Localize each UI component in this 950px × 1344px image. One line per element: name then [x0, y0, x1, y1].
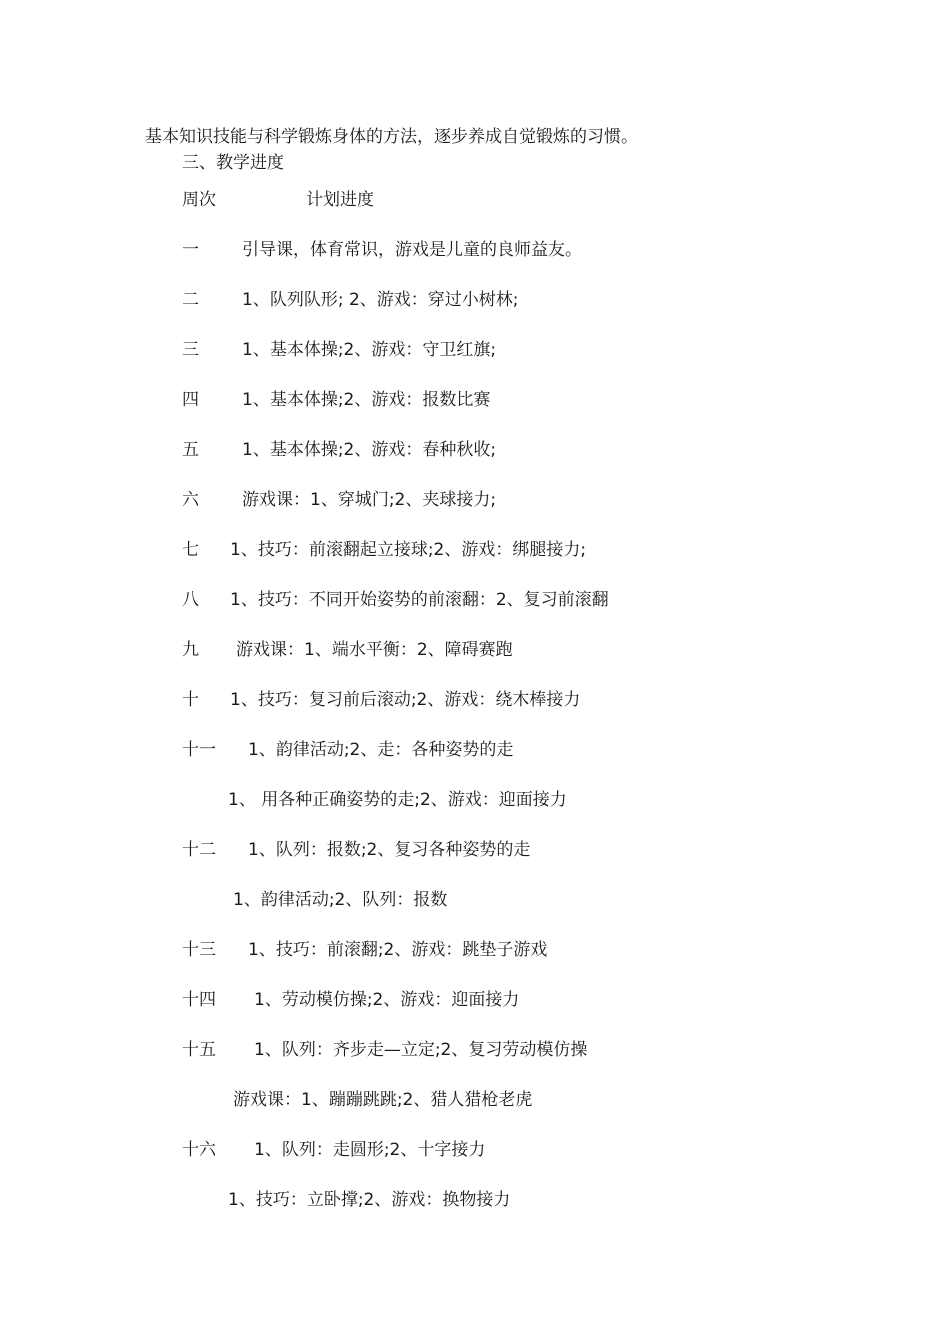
row-week: 五: [182, 440, 199, 460]
row-plan: 1、队列：齐步走—立定;2、复习劳动模仿操: [254, 1040, 588, 1060]
row-plan: 游戏课：1、端水平衡：2、障碍赛跑: [236, 640, 513, 660]
row-week: 十二: [182, 840, 216, 860]
row-week: 二: [182, 290, 199, 310]
row-plan: 1、韵律活动;2、队列：报数: [233, 890, 448, 910]
row-week: 十六: [182, 1140, 216, 1160]
row-plan: 1、队列：报数;2、复习各种姿势的走: [248, 840, 531, 860]
row-week: 十三: [182, 940, 216, 960]
row-plan: 1、技巧：前滚翻;2、游戏：跳垫子游戏: [248, 940, 548, 960]
row-plan: 引导课，体育常识，游戏是儿童的良师益友。: [242, 240, 582, 260]
row-plan: 1、基本体操;2、游戏：春种秋收;: [242, 440, 497, 460]
row-week: 六: [182, 490, 199, 510]
row-plan: 1、韵律活动;2、走：各种姿势的走: [248, 740, 514, 760]
row-week: 四: [182, 390, 199, 410]
row-plan: 1、队列队形; 2、游戏：穿过小树林;: [242, 290, 519, 310]
row-week: 三: [182, 340, 199, 360]
row-plan: 1、技巧：立卧撑;2、游戏：换物接力: [228, 1190, 511, 1210]
row-plan: 1、技巧：复习前后滚动;2、游戏：绕木棒接力: [230, 690, 581, 710]
section-heading: 三、教学进度: [182, 153, 284, 173]
row-plan: 游戏课：1、蹦蹦跳跳;2、猎人猎枪老虎: [233, 1090, 533, 1110]
row-week: 十五: [182, 1040, 216, 1060]
row-plan: 1、队列：走圆形;2、十字接力: [254, 1140, 486, 1160]
row-plan: 1、劳动模仿操;2、游戏：迎面接力: [254, 990, 520, 1010]
row-plan: 1、基本体操;2、游戏：报数比赛: [242, 390, 491, 410]
header-week-column: 周次: [182, 190, 216, 210]
row-plan: 1、技巧：不同开始姿势的前滚翻：2、复习前滚翻: [230, 590, 609, 610]
row-week: 一: [182, 240, 199, 260]
row-week: 十四: [182, 990, 216, 1010]
intro-text: 基本知识技能与科学锻炼身体的方法，逐步养成自觉锻炼的习惯。: [145, 127, 638, 147]
row-plan: 游戏课：1、穿城门;2、夹球接力;: [242, 490, 497, 510]
row-plan: 1、技巧：前滚翻起立接球;2、游戏：绑腿接力;: [230, 540, 587, 560]
row-week: 七: [182, 540, 199, 560]
row-week: 十: [182, 690, 199, 710]
row-plan: 1、基本体操;2、游戏：守卫红旗;: [242, 340, 497, 360]
row-week: 八: [182, 590, 199, 610]
row-week: 九: [182, 640, 199, 660]
row-week: 十一: [182, 740, 216, 760]
header-plan-column: 计划进度: [306, 190, 374, 210]
row-plan: 1、 用各种正确姿势的走;2、游戏：迎面接力: [228, 790, 567, 810]
